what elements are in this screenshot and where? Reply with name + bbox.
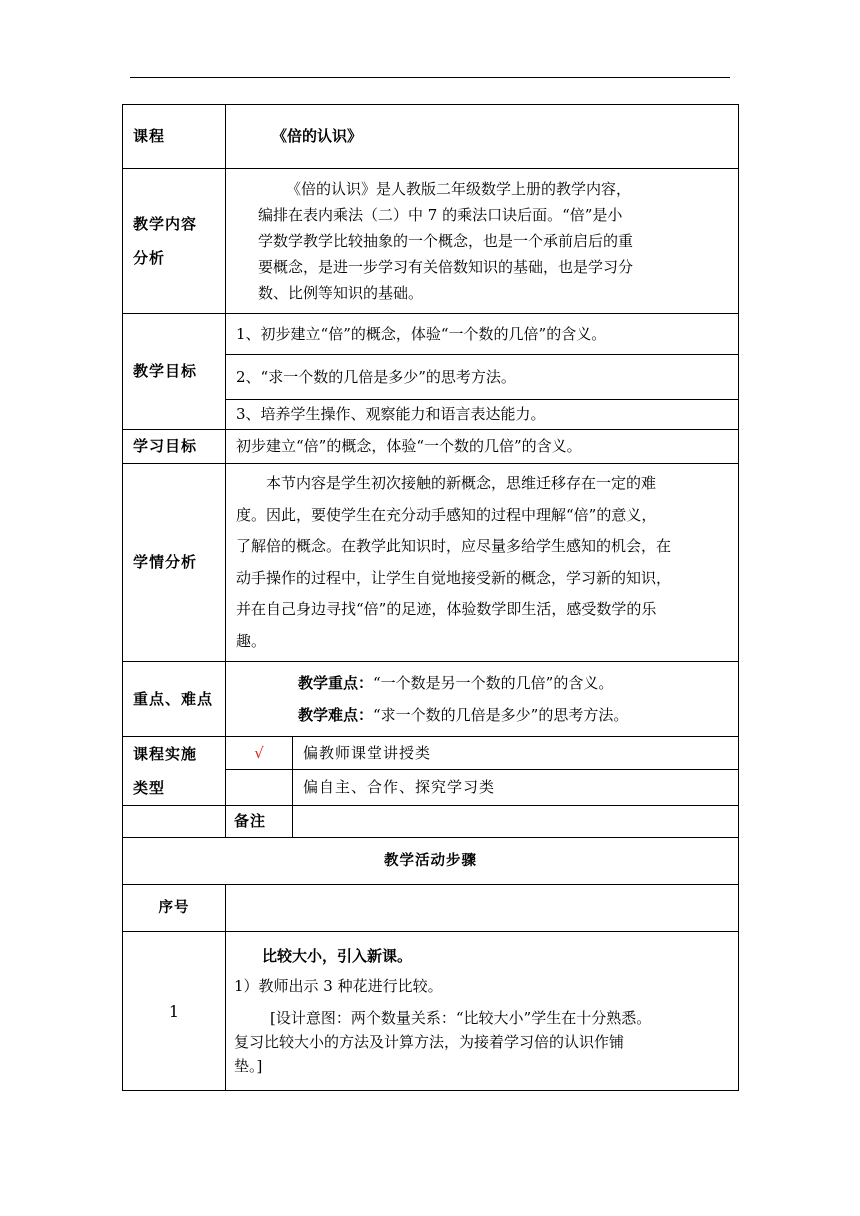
row-key-points: [123, 662, 739, 737]
key-point-line: [298, 667, 738, 699]
difficult-point-text: “求一个数的几倍是多少”的思考方法。: [373, 706, 629, 724]
row-student-analysis: [123, 464, 739, 662]
row-learning-goals: [123, 430, 739, 464]
student-analysis-label: 学情分析: [123, 464, 226, 662]
course-type-check-empty: [226, 770, 293, 806]
student-analysis-line: 并在自己身边寻找“倍”的足迹，体验数学即生活，感受数学的乐: [236, 600, 657, 618]
key-point-text: “一个数是另一个数的几倍”的含义。: [373, 674, 614, 692]
row-step-1: [123, 932, 739, 1091]
remark-spacer: [123, 806, 226, 838]
content-analysis-label: [123, 169, 226, 314]
learning-goals-text: 初步建立“倍”的概念，体验“一个数的几倍”的含义。: [226, 430, 739, 464]
student-analysis-text: [226, 464, 739, 662]
course-type-option-2: 偏自主、合作、探究学习类: [293, 770, 739, 806]
row-course-type-1: [123, 737, 739, 770]
key-points-text: [226, 662, 739, 737]
content-analysis-line: 学数学教学比较抽象的一个概念，也是一个承前启后的重: [258, 232, 634, 250]
content-analysis-label-line1: 教学内容: [133, 215, 198, 233]
course-title: 《倍的认识》: [226, 105, 739, 169]
design-intent-line: 垫。]: [234, 1057, 263, 1075]
row-content-analysis: [123, 169, 739, 314]
content-analysis-label-line2: 分析: [133, 249, 166, 267]
row-remark: [123, 806, 739, 838]
row-teaching-goal-1: [123, 314, 739, 355]
student-analysis-line: 本节内容是学生初次接触的新概念，思维迁移存在一定的难: [266, 474, 657, 492]
row-course: [123, 105, 739, 169]
teaching-goal-item: 3、培养学生操作、观察能力和语言表达能力。: [226, 400, 739, 430]
seq-label: 序号: [123, 885, 226, 932]
seq-header-value: [226, 885, 739, 932]
remark-value: [293, 806, 739, 838]
design-intent-line: 复习比较大小的方法及计算方法，为接着学习倍的认识作铺: [234, 1033, 625, 1051]
key-points-label: 重点、难点: [123, 662, 226, 737]
design-intent-line: [设计意图：两个数量关系：“比较大小”学生在十分熟悉。: [270, 1009, 652, 1027]
teaching-goals-label: 教学目标: [123, 314, 226, 430]
student-analysis-line: 度。因此，要使学生在充分动手感知的过程中理解“倍”的意义，: [236, 505, 657, 524]
check-mark-icon: √: [226, 737, 293, 770]
content-analysis-line: 数、比例等知识的基础。: [258, 284, 424, 302]
step-content: [226, 932, 739, 1091]
difficult-point-line: [298, 699, 738, 731]
remark-label: 备注: [226, 806, 293, 838]
step-number: 1: [123, 932, 226, 1091]
student-analysis-line: 趣。: [236, 631, 267, 650]
course-type-label-line2: 类型: [133, 779, 166, 797]
teaching-goal-item: 1、初步建立“倍”的概念，体验“一个数的几倍”的含义。: [226, 314, 739, 355]
course-label: 课程: [123, 105, 226, 169]
student-analysis-line: 动手操作的过程中，让学生自觉地接受新的概念，学习新的知识，: [236, 568, 672, 587]
learning-goals-label: 学习目标: [123, 430, 226, 464]
activity-heading: 教学活动步骤: [123, 838, 739, 885]
course-type-option-1: 偏教师课堂讲授类: [293, 737, 739, 770]
content-analysis-line: 编排在表内乘法（二）中 7 的乘法口诀后面。“倍”是小: [258, 206, 623, 224]
lesson-plan-table: [122, 104, 739, 1091]
content-analysis-line: 要概念，是进一步学习有关倍数知识的基础，也是学习分: [258, 258, 634, 276]
step-line: 1）教师出示 3 种花进行比较。: [234, 977, 443, 995]
content-analysis-text: [226, 169, 739, 314]
teaching-goal-item: 2、“求一个数的几倍是多少”的思考方法。: [226, 355, 739, 400]
row-seq-header: [123, 885, 739, 932]
course-type-label-line1: 课程实施: [133, 745, 198, 763]
header-rule: [130, 77, 730, 78]
key-point-label: 教学重点：: [298, 674, 374, 692]
course-type-label: [123, 737, 226, 806]
student-analysis-line: 了解倍的概念。在教学此知识时，应尽量多给学生感知的机会，在: [236, 537, 672, 555]
step-title: 比较大小，引入新课。: [262, 947, 413, 965]
difficult-point-label: 教学难点：: [298, 706, 374, 724]
content-analysis-line: 《倍的认识》是人教版二年级数学上册的教学内容，: [286, 180, 632, 198]
row-activity-heading: [123, 838, 739, 885]
